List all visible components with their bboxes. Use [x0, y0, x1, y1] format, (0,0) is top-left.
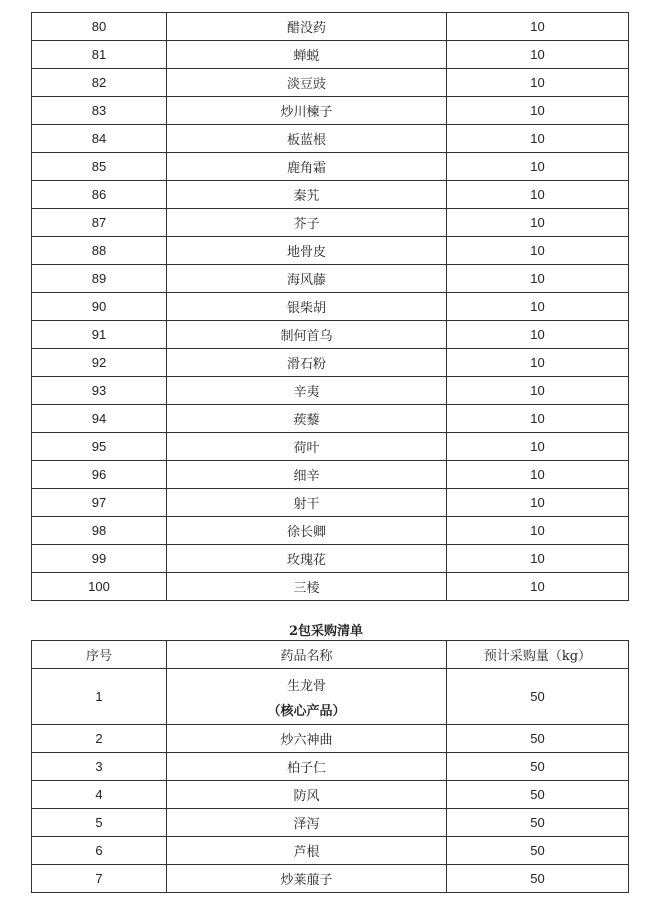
- table-row: [32, 293, 629, 321]
- row-number: 84: [32, 125, 167, 153]
- procurement-table-1: [31, 12, 629, 601]
- drug-name: 炒莱菔子: [167, 865, 447, 893]
- row-number: 85: [32, 153, 167, 181]
- table-row: [32, 41, 629, 69]
- table-caption: 2包采购清单: [288, 624, 364, 639]
- table-row: [32, 461, 629, 489]
- row-number: 99: [32, 545, 167, 573]
- row-number: 94: [32, 405, 167, 433]
- drug-name: 炒六神曲: [167, 725, 447, 753]
- row-number: 82: [32, 69, 167, 97]
- drug-name: 银柴胡: [167, 293, 447, 321]
- quantity: 10: [447, 69, 629, 97]
- table-row: [32, 69, 629, 97]
- quantity: 10: [447, 377, 629, 405]
- row-number: 2: [32, 725, 167, 753]
- drug-name: 徐长卿: [167, 517, 447, 545]
- drug-name: 醋没药: [167, 13, 447, 41]
- quantity: 10: [447, 545, 629, 573]
- quantity: 10: [447, 489, 629, 517]
- quantity: 10: [447, 41, 629, 69]
- table-row: [32, 349, 629, 377]
- drug-name: 蒺藜: [167, 405, 447, 433]
- quantity: 10: [447, 97, 629, 125]
- table-row: [32, 865, 629, 893]
- quantity: 10: [447, 321, 629, 349]
- table-row: [32, 725, 629, 753]
- table-row: [32, 181, 629, 209]
- header-number: 序号: [32, 641, 167, 669]
- row-number: 1: [32, 669, 167, 725]
- row-number: 97: [32, 489, 167, 517]
- quantity: 50: [447, 865, 629, 893]
- drug-name: 荷叶: [167, 433, 447, 461]
- drug-name: 辛夷: [167, 377, 447, 405]
- quantity: 10: [447, 461, 629, 489]
- core-product-note: （核心产品）: [267, 703, 346, 719]
- drug-name: 三棱: [167, 573, 447, 601]
- drug-name: 泽泻: [167, 809, 447, 837]
- table-row: [32, 517, 629, 545]
- table-row: [32, 489, 629, 517]
- quantity: 10: [447, 349, 629, 377]
- drug-name: 滑石粉: [167, 349, 447, 377]
- table-row: [32, 321, 629, 349]
- quantity: 50: [447, 837, 629, 865]
- quantity: 10: [447, 181, 629, 209]
- header-row: [32, 641, 629, 669]
- row-number: 98: [32, 517, 167, 545]
- drug-name: 生龙骨: [286, 678, 326, 694]
- row-number: 92: [32, 349, 167, 377]
- drug-name: 淡豆豉: [167, 69, 447, 97]
- table-row: [32, 545, 629, 573]
- row-number: 5: [32, 809, 167, 837]
- quantity: 50: [447, 753, 629, 781]
- table-row: [32, 153, 629, 181]
- quantity: 50: [447, 809, 629, 837]
- table-row: [32, 809, 629, 837]
- row-number: 7: [32, 865, 167, 893]
- drug-name: 防风: [167, 781, 447, 809]
- row-number: 86: [32, 181, 167, 209]
- table-row: [32, 209, 629, 237]
- quantity: 10: [447, 433, 629, 461]
- quantity: 10: [447, 405, 629, 433]
- quantity: 10: [447, 237, 629, 265]
- quantity: 10: [447, 13, 629, 41]
- drug-name: 炒川楝子: [167, 97, 447, 125]
- quantity: 10: [447, 573, 629, 601]
- quantity: 10: [447, 153, 629, 181]
- header-quantity: 预计采购量（kg）: [447, 641, 629, 669]
- drug-name: 海风藤: [167, 265, 447, 293]
- row-number: 95: [32, 433, 167, 461]
- row-number: 91: [32, 321, 167, 349]
- drug-name: 芥子: [167, 209, 447, 237]
- table-row: [32, 265, 629, 293]
- row-number: 6: [32, 837, 167, 865]
- row-number: 93: [32, 377, 167, 405]
- drug-name-cell: [167, 669, 447, 725]
- drug-name: 鹿角霜: [167, 153, 447, 181]
- row-number: 3: [32, 753, 167, 781]
- quantity: 10: [447, 293, 629, 321]
- table-row: [32, 669, 629, 725]
- row-number: 89: [32, 265, 167, 293]
- table-row: [32, 837, 629, 865]
- row-number: 80: [32, 13, 167, 41]
- drug-name: 制何首乌: [167, 321, 447, 349]
- table-row: [32, 237, 629, 265]
- quantity: 50: [447, 725, 629, 753]
- quantity: 10: [447, 517, 629, 545]
- table-row: [32, 97, 629, 125]
- table-row: [32, 405, 629, 433]
- procurement-table-2: [31, 640, 629, 893]
- table-row: [32, 753, 629, 781]
- table-row: [32, 125, 629, 153]
- row-number: 90: [32, 293, 167, 321]
- drug-name: 柏子仁: [167, 753, 447, 781]
- drug-name: 玫瑰花: [167, 545, 447, 573]
- table-row: [32, 433, 629, 461]
- row-number: 4: [32, 781, 167, 809]
- row-number: 83: [32, 97, 167, 125]
- row-number: 88: [32, 237, 167, 265]
- drug-name: 地骨皮: [167, 237, 447, 265]
- drug-name: 芦根: [167, 837, 447, 865]
- drug-name: 板蓝根: [167, 125, 447, 153]
- quantity: 10: [447, 265, 629, 293]
- row-number: 81: [32, 41, 167, 69]
- quantity: 10: [447, 125, 629, 153]
- drug-name: 射干: [167, 489, 447, 517]
- table-row: [32, 781, 629, 809]
- drug-name: 蝉蜕: [167, 41, 447, 69]
- quantity: 10: [447, 209, 629, 237]
- quantity: 50: [447, 669, 629, 725]
- header-drug-name: 药品名称: [167, 641, 447, 669]
- row-number: 100: [32, 573, 167, 601]
- table-row: [32, 573, 629, 601]
- drug-name: 秦艽: [167, 181, 447, 209]
- drug-name: 细辛: [167, 461, 447, 489]
- table-row: [32, 13, 629, 41]
- row-number: 87: [32, 209, 167, 237]
- quantity: 50: [447, 781, 629, 809]
- table-row: [32, 377, 629, 405]
- row-number: 96: [32, 461, 167, 489]
